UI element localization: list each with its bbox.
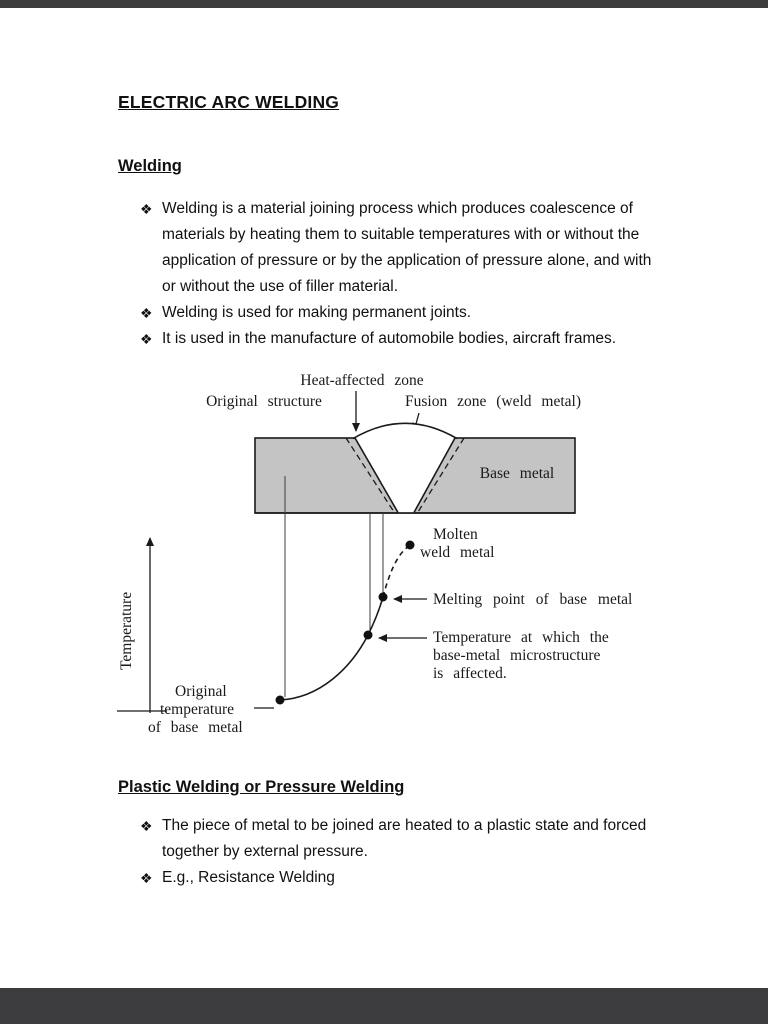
list-item-text: Welding is a material joining process which produces coalescence of materials by heating them to suitable temperatures with or without the application of pressure or by the application of pressure alone, and with or without the use of filler material. [162,200,652,295]
page-title: ELECTRIC ARC WELDING [118,92,340,112]
bullet-icon: ❖ [140,818,153,834]
bullet-icon: ❖ [140,305,153,321]
weld-figure-svg [115,368,680,738]
section-heading-plastic-welding: Plastic Welding or Pressure Welding [118,778,405,796]
label-fusion-zone: Fusion zone (weld metal) [405,393,581,410]
document-page [0,8,768,988]
bullet-icon: ❖ [140,201,153,217]
section-heading-welding: Welding [118,157,182,175]
list-item [140,813,667,865]
list-item-text: It is used in the manufacture of automobile bodies, aircraft frames. [162,330,617,347]
label-original-structure: Original structure [206,393,322,410]
list-item [140,196,667,300]
bullet-list-plastic-welding [118,813,680,891]
label-orig-temp-1: Original [175,683,227,700]
label-orig-temp-3: of base metal [148,719,243,736]
label-molten-2: weld metal [420,544,495,561]
weld-zones-figure [115,368,680,738]
label-molten-1: Molten [433,526,478,543]
label-affected-2: base-metal microstructure [433,647,601,664]
label-melting-point: Melting point of base metal [433,591,633,608]
list-item [140,300,667,326]
label-affected-1: Temperature at which the [433,629,609,646]
point-melting-point [379,593,388,602]
list-item-text: Welding is used for making permanent joints. [162,304,472,321]
list-item-text: The piece of metal to be joined are heated to a plastic state and forced together by external pressure. [162,817,647,860]
point-molten-weld-metal [406,541,415,550]
list-item-text: E.g., Resistance Welding [162,869,335,886]
point-microstructure-affected [364,631,373,640]
bullet-list-welding [118,196,680,352]
label-base-metal: Base metal [479,465,555,482]
label-temperature-axis: Temperature [118,591,135,670]
label-heat-affected-zone: Heat-affected zone [300,372,424,389]
temperature-curve [280,597,383,700]
point-original-temperature [276,696,285,705]
temperature-curve-dashed [383,546,409,597]
list-item [140,326,667,352]
bullet-icon: ❖ [140,870,153,886]
label-affected-3: is affected. [433,665,507,682]
list-item [140,865,667,891]
label-orig-temp-2: temperature [160,701,235,718]
bullet-icon: ❖ [140,331,153,347]
